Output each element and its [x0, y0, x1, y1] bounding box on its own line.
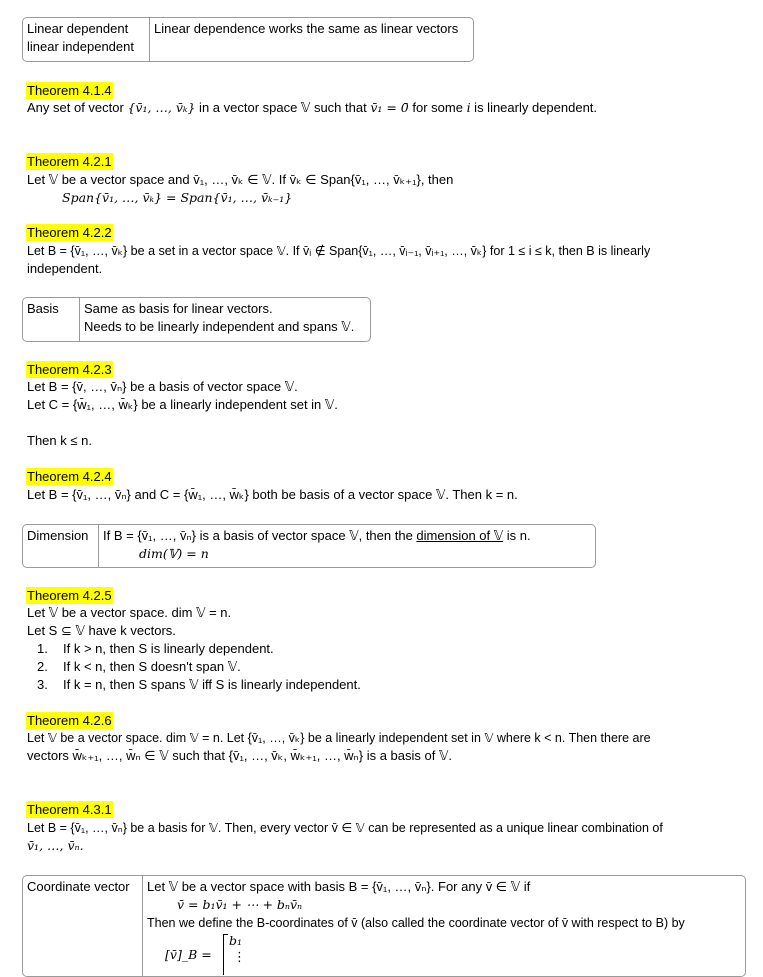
definition-content: [99, 525, 535, 567]
math-equation: v̄₁ = 0̄: [370, 100, 409, 115]
definition-label: Coordinate vector: [23, 876, 143, 976]
list-item: [37, 640, 361, 658]
definition-box-coordinate-vector: [22, 875, 746, 977]
list-item: [37, 658, 361, 676]
text-part: If B = {v̄₁, …, v̄ₙ} is a basis of vector space 𝕍, then the: [103, 528, 417, 543]
theorem-body-4-2-3-line-1: Let B = {v̄, …, v̄ₙ} be a basis of vector space 𝕍.: [27, 379, 298, 394]
theorem-title-4-2-2: Theorem 4.2.2: [27, 225, 112, 240]
text-part: is linearly dependent.: [470, 100, 598, 115]
text-part: for some: [408, 100, 467, 115]
list-text: If k < n, then S doesn't span 𝕍.: [63, 659, 241, 674]
dimension-term: dimension of 𝕍: [416, 528, 504, 543]
theorem-body-4-2-2-line-1: Let B = {v̄₁, …, v̄ₖ} be a set in a vector space 𝕍. If v̄ᵢ ∉ Span{v̄₁, …, v̄ᵢ₋₁, v̄ᵢ₊₁, …, v̄ₖ} for 1 ≤ i ≤ k, then B is linearly: [27, 244, 651, 258]
list-item: [37, 676, 361, 694]
theorem-title-4-2-1: Theorem 4.2.1: [27, 154, 112, 169]
theorem-body-4-2-3-line-2: Let C = {w̄₁, …, w̄ₖ} be a linearly independent set in 𝕍.: [27, 397, 338, 412]
coordinate-formula: [147, 932, 737, 962]
numbered-list: [37, 640, 361, 694]
label-line-2: linear independent: [27, 39, 134, 54]
math-set: {v̄₁, …, v̄ₖ}: [127, 100, 196, 115]
theorem-body-4-2-2-line-2: independent.: [27, 261, 103, 276]
definition-content: Linear dependence works the same as linear vectors: [154, 21, 459, 36]
theorem-body-4-1-4: [27, 99, 597, 117]
text-part: in a vector space 𝕍 such that: [195, 100, 371, 115]
content-line-2: Needs to be linearly independent and spans 𝕍.: [84, 319, 355, 334]
matrix-entry-1: b₁: [229, 933, 243, 948]
definition-box-linear-dependence: [22, 17, 474, 62]
content-line-3: Then we define the B-coordinates of v̄ (also called the coordinate vector of v̄ with respect to B) by: [147, 916, 685, 930]
matrix-entry-2: ⋮: [233, 949, 246, 964]
matrix-bracket-left: [223, 934, 228, 975]
theorem-body-4-2-1-formula: Span{v̄₁, …, v̄ₖ} = Span{v̄₁, …, v̄ₖ₋₁}: [62, 190, 293, 205]
theorem-body-4-2-5-line-1: Let 𝕍 be a vector space. dim 𝕍 = n.: [27, 605, 232, 620]
content-formula: v̄ = b₁v̄₁ + ⋯ + bₙv̄ₙ: [177, 897, 303, 912]
definition-label: Dimension: [23, 525, 99, 567]
definition-content: [80, 298, 358, 341]
dimension-formula: dim(𝕍) = n: [139, 546, 209, 561]
theorem-body-4-2-3-line-3: Then k ≤ n.: [27, 433, 92, 448]
theorem-title-4-2-6: Theorem 4.2.6: [27, 713, 112, 728]
definition-label: [23, 18, 150, 61]
theorem-body-4-2-6-line-1: Let 𝕍 be a vector space. dim 𝕍 = n. Let {v̄₁, …, v̄ₖ} be a linearly independent set in 𝕍 where k < n. Then there are: [27, 731, 651, 745]
theorem-title-4-1-4: Theorem 4.1.4: [27, 83, 112, 98]
list-text: If k = n, then S spans 𝕍 iff S is linearly independent.: [63, 677, 361, 692]
theorem-title-4-2-5: Theorem 4.2.5: [27, 588, 112, 603]
label-line-1: Linear dependent: [27, 21, 129, 36]
theorem-body-4-2-6-line-2: vectors w̄ₖ₊₁, …, w̄ₙ ∈ 𝕍 such that {v̄₁, …, v̄ₖ, w̄ₖ₊₁, …, w̄ₙ} is a basis of 𝕍.: [27, 748, 452, 763]
theorem-body-4-2-1-line-1: Let 𝕍 be a vector space and v̄₁, …, v̄ₖ ∈ 𝕍. If v̄ₖ ∈ Span{v̄₁, …, v̄ₖ₊₁}, then: [27, 172, 454, 187]
definition-content: [143, 876, 741, 976]
definition-box-basis: [22, 297, 371, 342]
list-number: 3.: [37, 677, 48, 692]
theorem-body-4-2-4: Let B = {v̄₁, …, v̄ₙ} and C = {w̄₁, …, w̄ₖ} both be basis of a vector space 𝕍. Then k = n.: [27, 487, 518, 502]
definition-box-dimension: [22, 524, 596, 568]
theorem-body-4-3-1-line-1: Let B = {v̄₁, …, v̄ₙ} be a basis for 𝕍. Then, every vector v̄ ∈ 𝕍 can be represented as a unique linear combination of: [27, 821, 663, 835]
content-line-1: [103, 527, 531, 545]
math-variable: i: [466, 100, 471, 115]
definition-label: Basis: [23, 298, 80, 341]
theorem-body-4-2-5-line-2: Let S ⊆ 𝕍 have k vectors.: [27, 623, 176, 638]
theorem-title-4-2-3: Theorem 4.2.3: [27, 362, 112, 377]
content-line-1: Let 𝕍 be a vector space with basis B = {v̄₁, …, v̄ₙ}. For any v̄ ∈ 𝕍 if: [147, 879, 531, 894]
theorem-body-4-3-1-line-2: v̄₁, …, v̄ₙ.: [27, 838, 84, 853]
theorem-title-4-3-1: Theorem 4.3.1: [27, 802, 112, 817]
formula-lhs: [v̄]_B =: [165, 947, 212, 962]
text-part: is n.: [503, 528, 531, 543]
text-part: Any set of vector: [27, 100, 128, 115]
list-number: 1.: [37, 641, 48, 656]
theorem-title-4-2-4: Theorem 4.2.4: [27, 469, 112, 484]
list-number: 2.: [37, 659, 48, 674]
list-text: If k > n, then S is linearly dependent.: [63, 641, 274, 656]
content-line-1: Same as basis for linear vectors.: [84, 301, 273, 316]
